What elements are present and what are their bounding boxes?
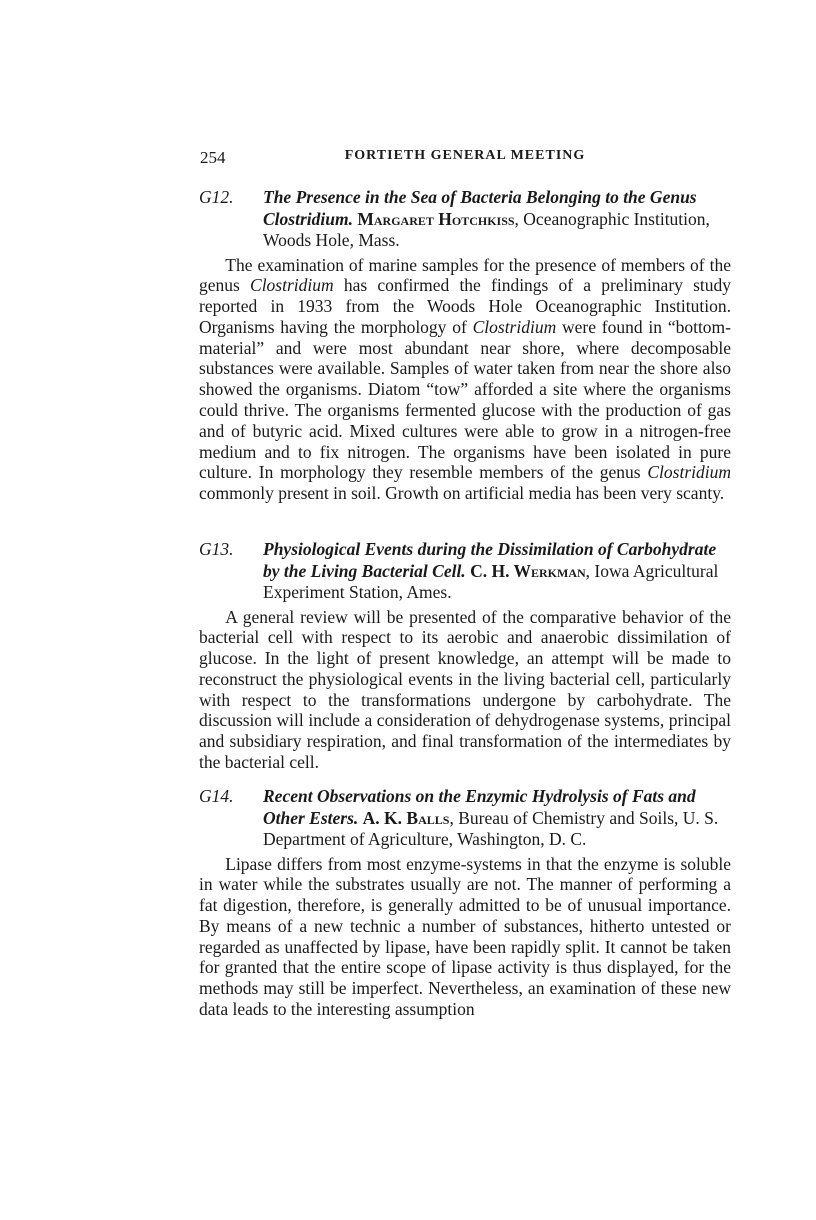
abstract-g12: [199, 187, 731, 504]
abstract-title: Recent Observations on the Enzymic Hydrolysis of Fats and Other Esters.: [263, 786, 696, 828]
abstract-body: The examination of marine samples for the presence of members of the genus Clostridium has confirmed the findings of a preliminary study reported in 1933 from the Woods Hole Oceanographic Institution. Organisms having the morphology of Clostridium were found in “bottom-material” and were most abundant near shore, where decomposable substances were available. Samples of water taken from near the shore also showed the organisms. Diatom “tow” afforded a site where the organisms could thrive. The organisms fermented glucose with the production of gas and of butyric acid. Mixed cultures were able to grow in a nitrogen-free medium and to fix nitrogen. The organisms have been isolated in pure culture. In morphology they resemble members of the genus Clostridium commonly present in soil. Growth on artificial media has been very scanty.: [199, 254, 732, 504]
abstract-affiliation: , Oceanographic Institution, Woods Hole, Mass.: [263, 208, 710, 250]
abstract-title: Physiological Events during the Dissimilation of Carbohydrate by the Living Bacterial Cell.: [263, 539, 717, 581]
abstract-affiliation: , Iowa Agricultural Experiment Station, Ames.: [263, 560, 719, 602]
journal-title: FORTIETH GENERAL MEETING: [344, 148, 586, 163]
abstract-code: G13.: [199, 539, 234, 559]
abstract-heading: [199, 187, 731, 252]
abstract-affiliation: , Bureau of Chemistry and Soils, U. S. Department of Agriculture, Washington, D. C.: [263, 807, 719, 849]
abstract-heading: [199, 786, 731, 851]
abstract-author: Margaret Hotchkiss: [357, 208, 515, 229]
abstract-body: A general review will be presented of the comparative behavior of the bacterial cell with respect to its aerobic and anaerobic dissimilation of glucose. In the light of present knowledge, an attempt will be made to reconstruct the physiological events in the living bacterial cell, particularly with respect to the transformations undergone by carbohydrate. The discussion will include a consideration of dehydrogenase systems, principal and subsidiary respiration, and final transformation of the intermediates by the bacterial cell.: [199, 606, 731, 773]
taxon-name: Clostridium: [250, 275, 334, 296]
page-number: 254: [200, 148, 226, 167]
abstract-code: G12.: [199, 187, 234, 207]
abstract-heading: [199, 539, 731, 604]
abstract-code: G14.: [199, 786, 234, 806]
abstract-g14: [199, 786, 731, 1020]
abstract-body: Lipase differs from most enzyme-systems in that the enzyme is soluble in water while the substrates usually are not. The manner of performing a fat digestion, therefore, is generally admitted to be of unusual importance. By means of a new technic a number of substances, hitherto untested or regarded as unaffected by lipase, have been rapidly split. It cannot be taken for granted that the entire scope of lipase activity is thus displayed, for the methods may still be imperfect. Nevertheless, an examination of these new data leads to the interesting assumption: [199, 853, 731, 1020]
abstract-author: A. K. Balls: [362, 807, 450, 828]
running-head: [200, 148, 730, 170]
abstract-g13: [199, 539, 731, 773]
abstract-title: The Presence in the Sea of Bacteria Belonging to the Genus Clostridium.: [263, 187, 697, 229]
abstract-author: C. H. Werkman: [470, 560, 586, 581]
taxon-name: Clostridium: [472, 316, 557, 337]
taxon-name: Clostridium: [647, 462, 731, 483]
